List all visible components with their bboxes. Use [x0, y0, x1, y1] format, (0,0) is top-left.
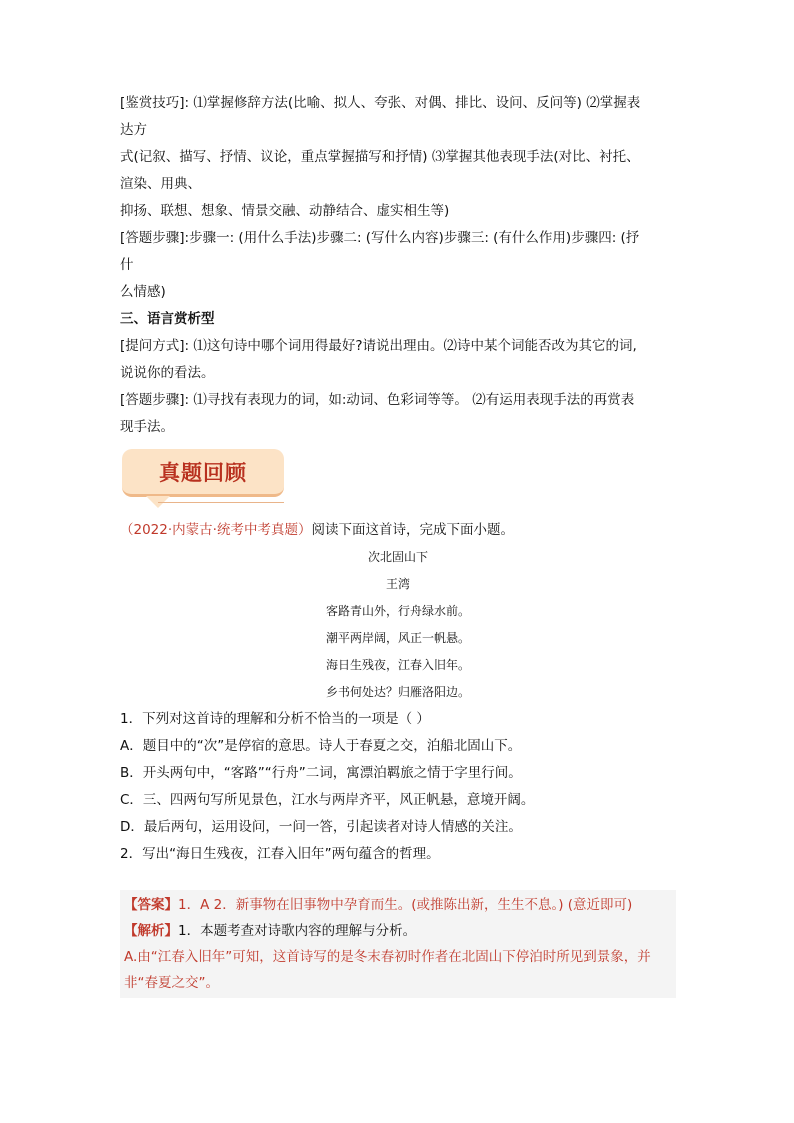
techniques-line-2: 达方	[120, 122, 147, 138]
option-c: C．三、四两句写所见景色，江水与两岸齐平，风正帆悬，意境开阔。	[120, 792, 535, 808]
analysis-label: 【解析】	[124, 923, 178, 939]
banner-box	[122, 449, 284, 497]
question-method-line-1: [提问方式]: ⑴这句诗中哪个词用得最好?请说出理由。⑵诗中某个词能否改为其它的词,	[120, 338, 637, 354]
answer-box	[120, 890, 676, 998]
techniques-line-3: 式(记叙、描写、抒情、议论，重点掌握描写和抒情) ⑶掌握其他表现手法(对比、衬托、	[120, 149, 640, 165]
analysis-text: 1．本题考查对诗歌内容的理解与分析。	[178, 923, 417, 939]
answer-line	[124, 892, 672, 918]
question-instruction: 阅读下面这首诗，完成下面小题。	[311, 522, 514, 538]
option-a: A．题目中的“次”是停宿的意思。诗人于春夏之交，泊船北固山下。	[120, 738, 522, 754]
poem-title: 次北固山下	[367, 550, 428, 564]
answer-steps-line-1: [答题步骤]: ⑴寻找有表现力的词，如:动词、色彩词等等。 ⑵有运用表现手法的再赏表	[120, 392, 635, 408]
answer-steps-line-2: 现手法。	[120, 419, 174, 435]
analysis-line	[124, 918, 672, 944]
document-body	[120, 90, 676, 998]
techniques-line-5: 抑扬、联想、想象、情景交融、动静结合、虚实相生等)	[120, 203, 450, 219]
techniques-line-1: [鉴赏技巧]: ⑴掌握修辞方法(比喻、拟人、夸张、对偶、排比、设问、反问等) ⑵掌握表	[120, 95, 641, 111]
section-banner	[122, 449, 284, 511]
banner-title: 真题回顾	[159, 460, 247, 485]
option-b: B．开头两句中，“客路”“行舟”二词，寓漂泊羁旅之情于字里行间。	[120, 765, 522, 781]
steps-line-1: [答题步骤]:步骤一: (用什么手法)步骤二: (写什么内容)步骤三: (有什么作用)步骤四: (抒	[120, 230, 640, 246]
poem-line: 客路青山外，行舟绿水前。	[325, 604, 470, 618]
question-1: 1．下列对这首诗的理解和分析不恰当的一项是（ ）	[120, 711, 430, 727]
question-method-line-2: 说说你的看法。	[120, 365, 215, 381]
answer-text: 1．A 2．新事物在旧事物中孕育而生。(或推陈出新，生生不息。) (意近即可)	[178, 897, 633, 913]
question-2: 2．写出“海日生残夜，江春入旧年”两句蕴含的哲理。	[120, 846, 440, 862]
poem-line: 乡书何处达？归雁洛阳边。	[325, 685, 470, 699]
analysis-detail: A.由“江春入旧年”可知，这首诗写的是冬末春初时作者在北固山下停泊时所见到景象，并非“春夏之交”。	[124, 949, 651, 991]
question-intro	[120, 517, 676, 544]
banner-underline	[158, 502, 284, 503]
poem-author: 王湾	[385, 577, 410, 591]
steps-line-2: 什	[120, 257, 134, 273]
techniques-line-4: 渲染、用典、	[120, 176, 201, 192]
answer-label: 【答案】	[124, 897, 178, 913]
steps-line-3: 么情感)	[120, 284, 166, 300]
poem-line: 潮平两岸阔，风正一帆悬。	[325, 631, 470, 645]
poem-line: 海日生残夜，江春入旧年。	[325, 658, 470, 672]
option-d: D．最后两句，运用设问，一问一答，引起读者对诗人情感的关注。	[120, 819, 522, 835]
section-heading: 三、语言赏析型	[120, 311, 215, 327]
question-source: （2022·内蒙古·统考中考真题）	[120, 522, 312, 538]
